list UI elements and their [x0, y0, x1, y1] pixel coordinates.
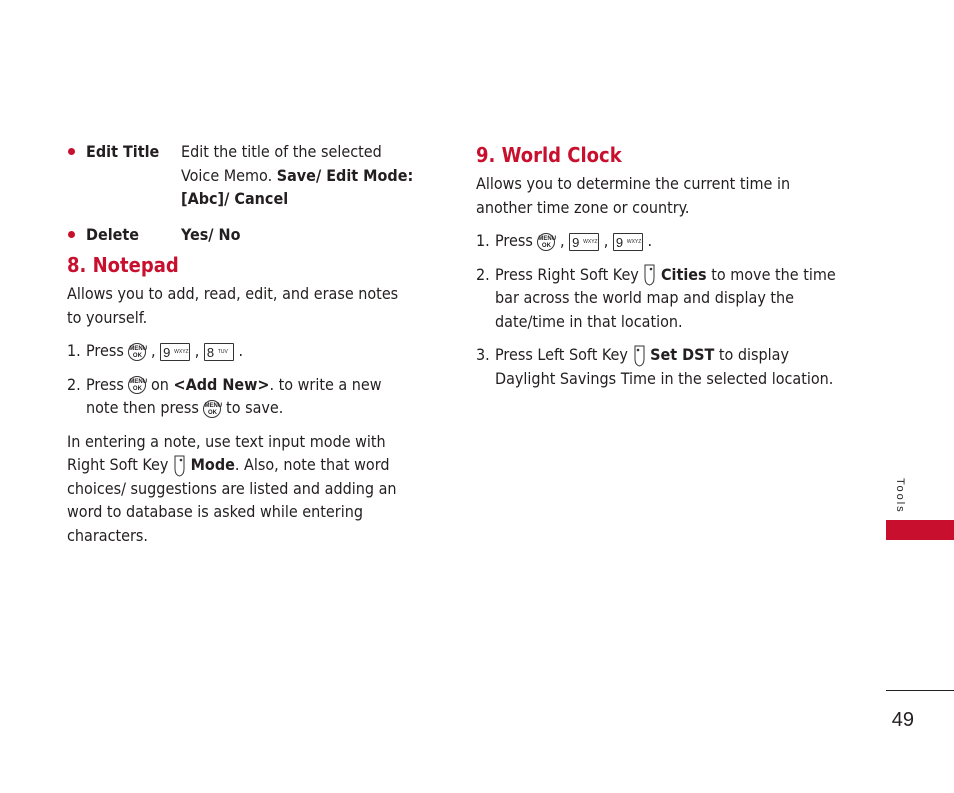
step-text: to move the time bar across the world map and display the date/time in that location. — [495, 264, 836, 331]
bullet-term: Edit Title — [86, 142, 160, 161]
key-8-icon: 8 TUV — [204, 343, 234, 361]
section-tab — [886, 520, 954, 540]
key-9-icon: 9 WXYZ — [613, 233, 643, 251]
right-column — [476, 140, 846, 400]
bullet-edit-title — [67, 140, 417, 211]
step-text: Press — [495, 231, 533, 250]
page-number: 49 — [891, 709, 914, 731]
separator: . — [647, 231, 653, 250]
world-clock-step-1 — [476, 229, 846, 253]
left-soft-key-icon — [633, 345, 646, 367]
separator: , — [559, 231, 565, 250]
separator: , — [150, 341, 156, 360]
right-soft-key-icon — [643, 264, 656, 286]
desc-options: Save/ Edit Mode: [Abc]/ Cancel — [181, 165, 414, 208]
separator: , — [603, 231, 609, 250]
bullet-dot — [68, 148, 75, 155]
step-option: <Add New> — [173, 374, 270, 394]
step-option: Cities — [660, 264, 707, 284]
separator: , — [194, 341, 200, 360]
world-clock-step-3 — [476, 343, 846, 390]
right-soft-key-icon — [173, 455, 186, 477]
step-text: to display Daylight Savings Time in the selected location. — [495, 345, 834, 388]
menu-ok-key-icon: MENU OK — [537, 233, 555, 251]
menu-ok-key-icon: MENU OK — [203, 400, 221, 418]
para-option: Mode — [190, 455, 235, 474]
bullet-term: Delete — [86, 224, 140, 244]
desc-text: Edit the title of the selected Voice Memo. — [181, 142, 382, 185]
step-text: . to write a new note then press — [86, 374, 382, 417]
step-option: Set DST — [650, 345, 715, 364]
step-text: Press Right Soft Key — [495, 264, 639, 284]
world-clock-heading: 9. World Clock — [476, 143, 622, 167]
notepad-paragraph — [67, 430, 417, 548]
separator: . — [238, 341, 244, 360]
left-column — [67, 140, 417, 557]
bullet-desc — [181, 140, 417, 211]
key-9-icon: 9 WXYZ — [160, 343, 190, 361]
notepad-intro: Allows you to add, read, edit, and erase notes to yourself. — [67, 284, 399, 327]
step-number: 1. — [67, 341, 81, 360]
step-text: Press Left Soft Key — [495, 345, 628, 364]
para-text: . Also, note that word choices/ suggestions are listed and adding an word to database is asked while entering characters. — [67, 455, 397, 545]
bullet-dot — [68, 231, 75, 238]
bullet-delete — [67, 223, 417, 247]
step-text: Press — [86, 341, 124, 360]
bullet-desc — [181, 223, 417, 247]
step-text: to save. — [226, 398, 284, 417]
step-number: 3. — [476, 345, 490, 364]
step-number: 2. — [67, 374, 81, 394]
menu-ok-key-icon: MENU OK — [128, 343, 146, 361]
footer-rule — [886, 690, 954, 691]
world-clock-step-2 — [476, 263, 846, 334]
step-text: on — [150, 374, 169, 394]
notepad-step-2 — [67, 373, 417, 420]
desc-options: Yes/ No — [181, 224, 241, 244]
notepad-step-1 — [67, 339, 417, 363]
step-number: 2. — [476, 264, 490, 284]
step-number: 1. — [476, 231, 490, 250]
step-text: Press — [86, 374, 124, 394]
menu-ok-key-icon: MENU OK — [128, 376, 146, 394]
world-clock-intro: Allows you to determine the current time in another time zone or country. — [476, 174, 791, 217]
key-9-icon: 9 WXYZ — [569, 233, 599, 251]
notepad-heading: 8. Notepad — [67, 253, 179, 277]
para-text: In entering a note, use text input mode with Right Soft Key — [67, 431, 386, 474]
section-label: Tools — [894, 478, 906, 514]
